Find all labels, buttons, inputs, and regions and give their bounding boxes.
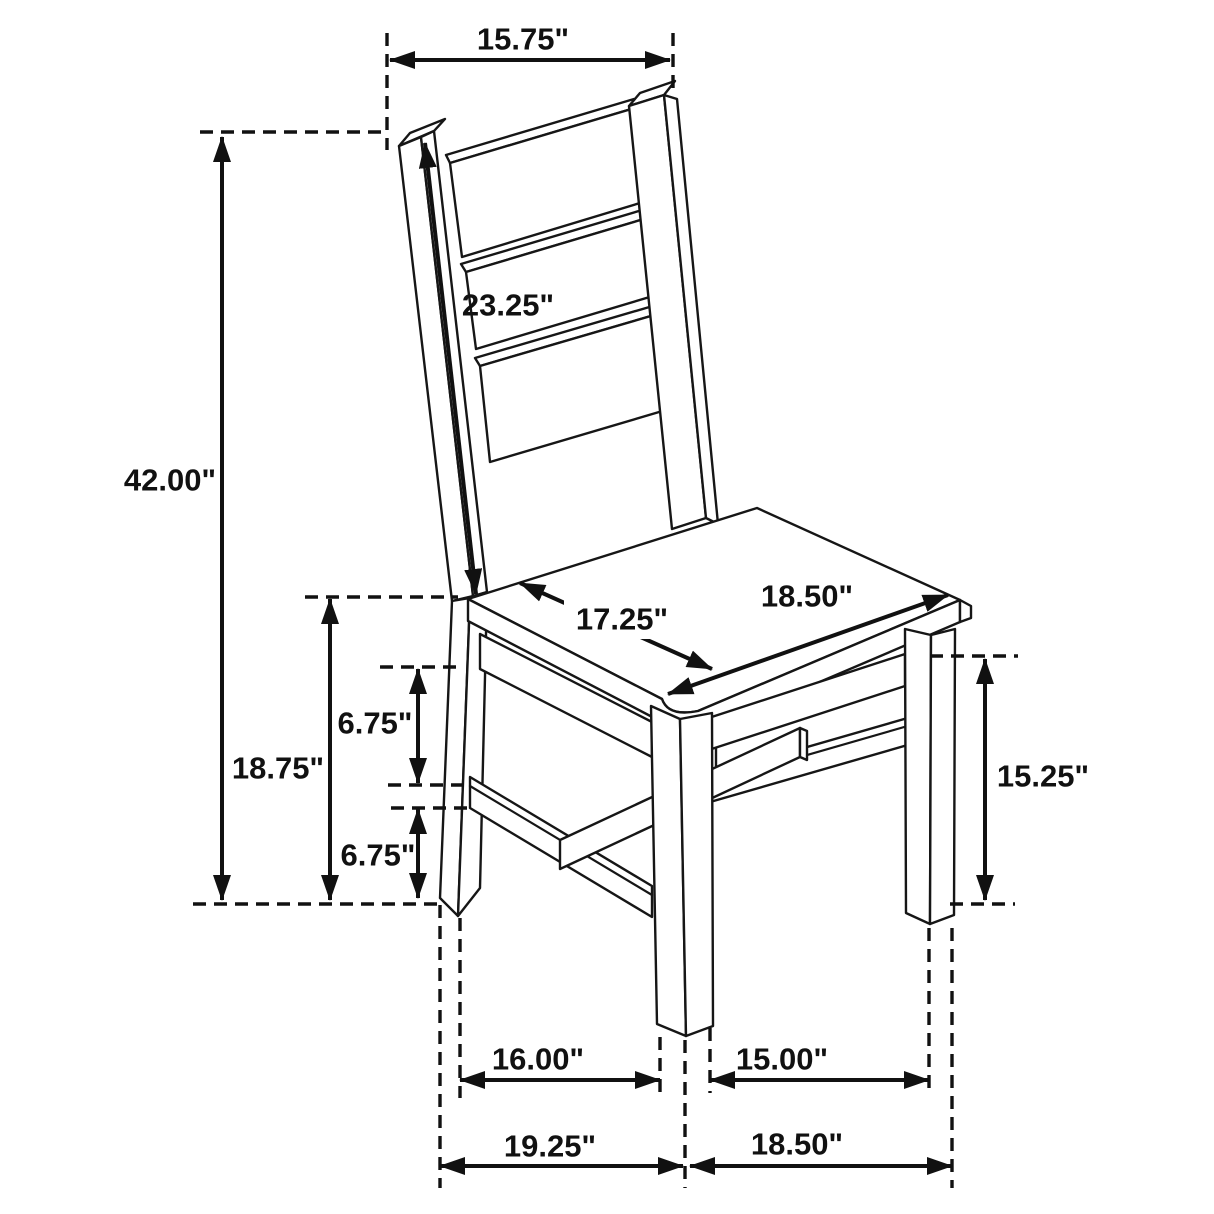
chair-illustration xyxy=(399,81,971,1036)
dimension-label-footprint-width: 18.50" xyxy=(750,1126,844,1162)
seat-corner-face xyxy=(960,600,971,622)
front-left-leg-front-face xyxy=(680,713,713,1036)
dimension-label-back-length: 23.25" xyxy=(461,287,555,323)
cross-stretcher-end-face xyxy=(800,728,807,760)
dimension-label-footprint-depth: 19.25" xyxy=(503,1128,597,1164)
dimension-label-seat-depth: 17.25" xyxy=(575,601,669,637)
dimension-label-seat-width: 18.50" xyxy=(760,578,854,614)
front-right-leg-side-face xyxy=(905,629,931,924)
dimension-label-overall-height: 42.00" xyxy=(123,462,217,498)
front-left-leg xyxy=(651,706,713,1036)
dimension-label-seat-height: 18.75" xyxy=(231,750,325,786)
dimension-label-back-top-width: 15.75" xyxy=(476,21,570,57)
dimension-label-leg-gap-side: 16.00" xyxy=(491,1041,585,1077)
front-right-leg xyxy=(905,629,955,924)
dimension-label-seat-to-stretcher: 6.75" xyxy=(337,705,413,741)
back-post-right xyxy=(629,81,718,529)
dimension-label-stretcher-to-floor: 6.75" xyxy=(340,837,416,873)
dimension-label-leg-gap-front: 15.00" xyxy=(735,1041,829,1077)
front-right-leg-front-face xyxy=(930,629,955,924)
dimension-label-front-leg-height: 15.25" xyxy=(996,758,1090,794)
